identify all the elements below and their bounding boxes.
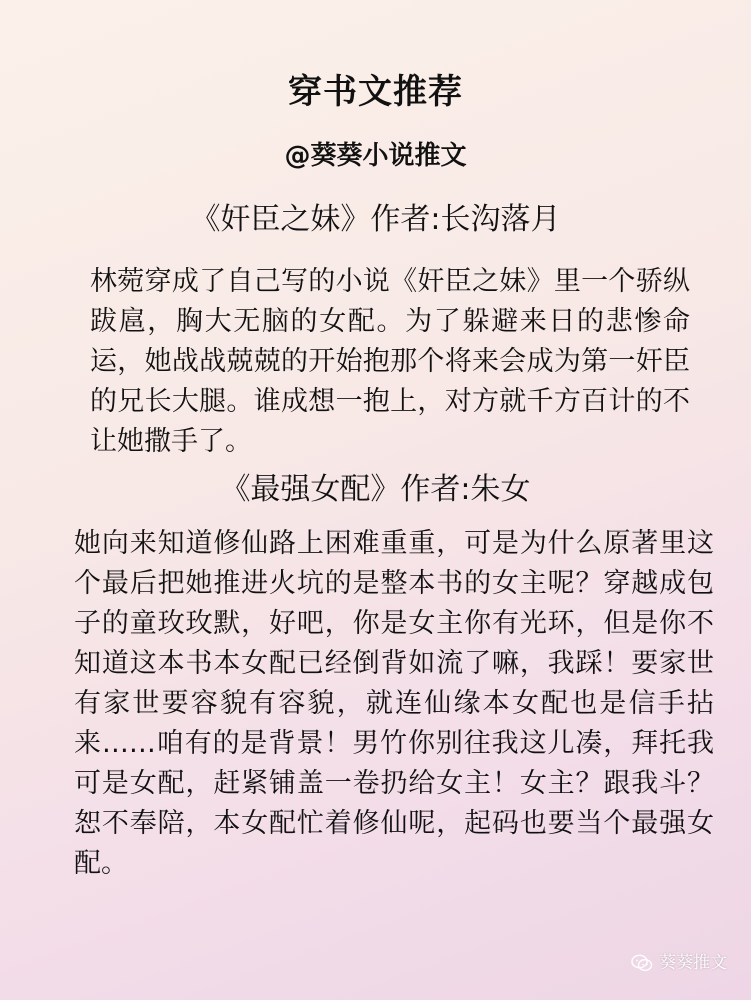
author-handle: @葵葵小说推文 <box>284 141 467 171</box>
book-synopsis-1: 林菀穿成了自己写的小说《奸臣之妹》里一个骄纵跋扈，胸大无脑的女配。为了躲避来日的悲惨命运，她战战兢兢的开始抱那个将来会成为第一奸臣的兄长大腿。谁成想一抱上，对方就千方百计的不让她撒手了。 <box>90 266 690 457</box>
watermark-text: 葵葵推文 <box>659 953 727 973</box>
book-title-2: 《最强女配》作者:朱女 <box>220 472 531 507</box>
page-title: 穿书文推荐 <box>288 72 463 112</box>
wechat-icon <box>631 954 653 972</box>
watermark <box>631 952 727 974</box>
book-title-1: 《奸臣之妹》作者:长沟落月 <box>190 202 561 237</box>
book-synopsis-2: 她向来知道修仙路上困难重重，可是为什么原著里这个最后把她推进火坑的是整本书的女主呢？穿越成包子的童玫玫默，好吧，你是女主你有光环，但是你不知道这本书本女配已经倒背如流了嘛，我踩！要家世有家世要容貌有容貌，就连仙缘本女配也是信手拈来……咱有的是背景！男竹你别往我这儿凑，拜托我可是女配，赶紧铺盖一卷扔给女主！女主？跟我斗？恕不奉陪，本女配忙着修仙呢，起码也要当个最强女配。 <box>74 528 714 879</box>
